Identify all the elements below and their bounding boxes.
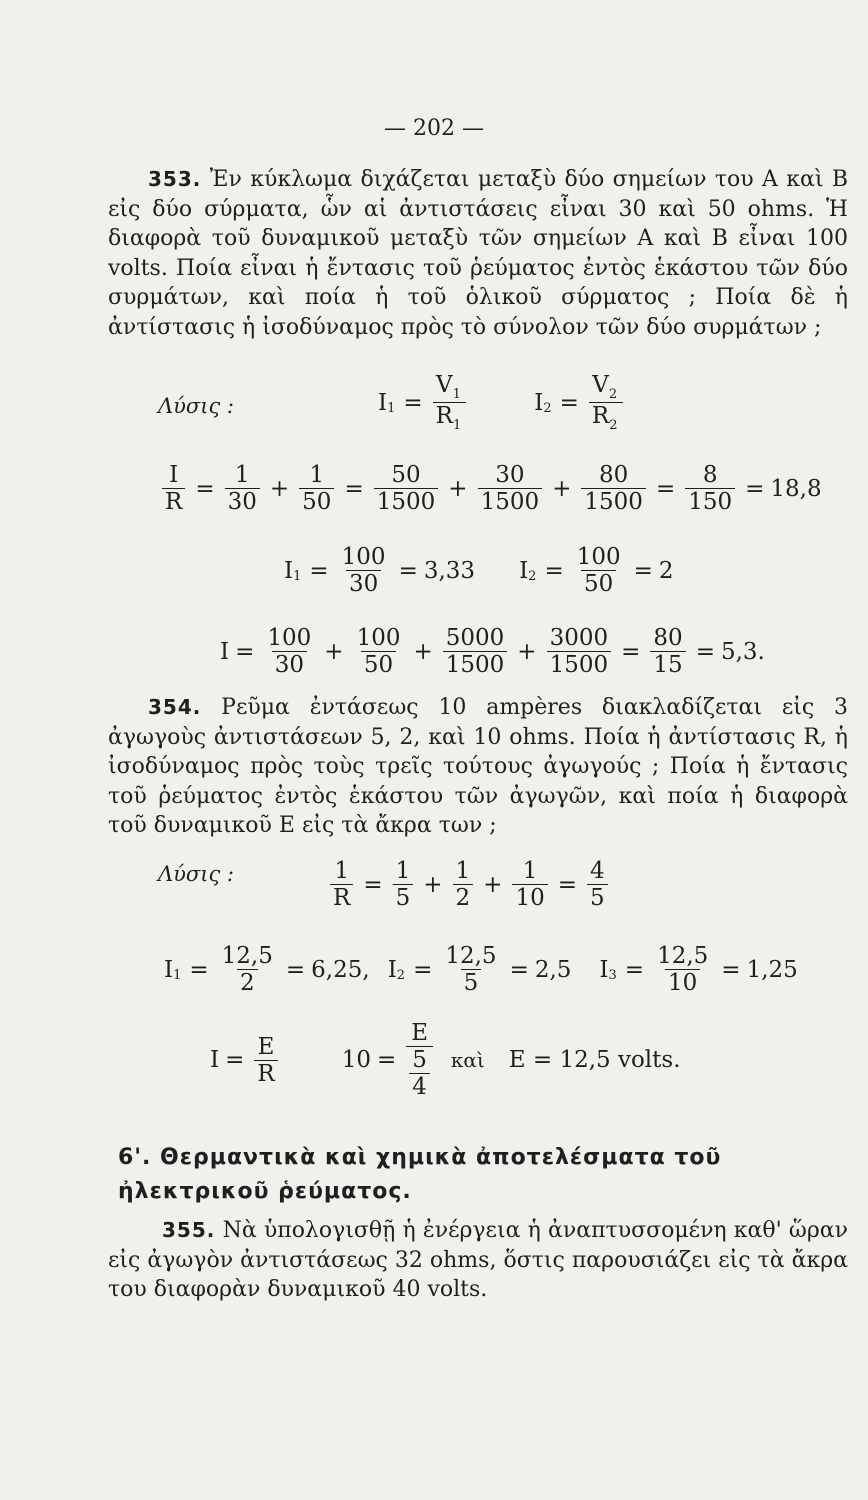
problem-number-353: 353. bbox=[148, 167, 202, 191]
problem-number-355: 355. bbox=[162, 1218, 216, 1242]
eq-354-branch-currents: I 1 = $\frac{12,5}{2}$ = 6,25, I 2 = $\frac{12,5}{5}$ = 2,5 I 3 = $\frac{12,5}{10}$ = 1,25 bbox=[164, 943, 798, 996]
section-title: 6'. Θερμαντικὰ καὶ χημικὰ ἀποτελέσματα τοῦ ἠλεκτρικοῦ ῥεύματος. bbox=[118, 1145, 722, 1204]
page-number: — 202 — bbox=[384, 116, 484, 141]
problem-text-353: Ἐν κύκλωμα διχάζεται μεταξὺ δύο σημείων του Α καὶ Β εἰς δύο σύρματα, ὧν αἱ ἀντιστάσεις εἶναι 30 καὶ 50 ohms. Ἡ διαφορὰ τοῦ δυναμικοῦ μεταξὺ τῶν σημείων Α καὶ Β εἶναι 100 volts. Ποία εἶναι ἡ ἔντασις τοῦ ῥεύματος ἐντὸς ἑκάστου τῶν δύο συρμάτων, καὶ ποία ἡ τοῦ ὁλικοῦ σύρματος ; Ποία δὲ ἡ ἀντίστασις ἡ ἰσοδύναμος πρὸς τὸ σύνολον τῶν δύο συρμάτων ; bbox=[108, 167, 848, 340]
problem-text-355: Νὰ ὑπολογισθῇ ἡ ἐνέργεια ἡ ἀναπτυσσομένη καθ' ὥραν εἰς ἀγωγὸν ἀντιστάσεως 32 ohms, ὅστις παρουσιάζει εἰς τὰ ἄκρα του διαφορὰν δυναμικοῦ 40 volts. bbox=[108, 1218, 848, 1303]
eq-354-resistance: $\frac{1}{R}$ = $\frac{1}{5}$ + $\frac{1}{2}$ + $\frac{1}{10}$ = $\frac{4}{5}$ bbox=[326, 858, 612, 911]
problem-354 bbox=[108, 693, 848, 841]
eq-353-currents: I 1 = $\frac{V_1}{R_1}$ I 2 = $\frac{V_2}{R_2}$ bbox=[378, 372, 627, 433]
problem-353 bbox=[108, 165, 848, 343]
lysis-label-354: Λύσις : bbox=[158, 862, 235, 886]
eq-354-potential: I = $\frac{E}{R}$ 10 = $\frac{E}{\frac{5}{4}}$ καὶ E = 12,5 volts. bbox=[210, 1020, 681, 1100]
problem-text-354: Ρεῦμα ἐντάσεως 10 ampères διακλαδίζεται εἰς 3 ἀγωγοὺς ἀντιστάσεων 5, 2, καὶ 10 ohms. Ποία ἡ ἀντίστασις R, ἡ ἰσοδύναμος πρὸς τοὺς τρεῖς τούτους ἀγωγούς ; Ποία ἡ ἔντασις τοῦ ῥεύματος ἐντὸς ἑκάστου τῶν ἀγωγῶν, καὶ ποία ἡ διαφορὰ τοῦ δυναμικοῦ Ε εἰς τὰ ἄκρα των ; bbox=[108, 695, 848, 839]
eq-353-total-current: I = $\frac{100}{30}$ + $\frac{100}{50}$ + $\frac{5000}{1500}$ + $\frac{3000}{1500}$ = $\frac{80}{15}$ = 5,3. bbox=[220, 625, 765, 678]
lysis-label-353: Λύσις : bbox=[158, 394, 235, 418]
eq-353-resistance: $\frac{I}{R}$ = $\frac{1}{30}$ + $\frac{1}{50}$ = $\frac{50}{1500}$ + $\frac{30}{1500}$ + $\frac{80}{1500}$ = $\frac{8}{150}$ = 18,8 bbox=[158, 462, 822, 515]
eq-353-branch-currents: I 1 = $\frac{100}{30}$ = 3,33 I 2 = $\frac{100}{50}$ = 2 bbox=[284, 544, 674, 597]
problem-355 bbox=[108, 1216, 848, 1305]
problem-number-354: 354. bbox=[148, 695, 202, 719]
